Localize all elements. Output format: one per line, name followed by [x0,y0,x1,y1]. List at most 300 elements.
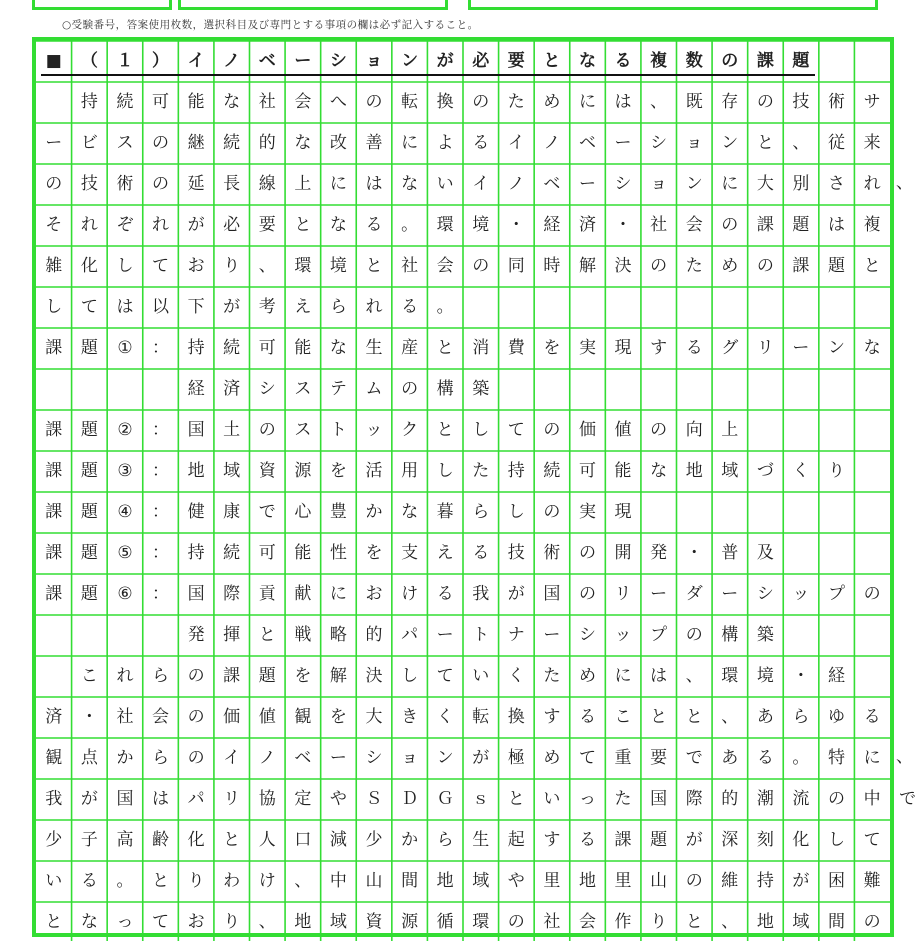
grid-cell: る [578,707,596,727]
grid-cell: 域 [329,912,347,932]
grid-cell: る [436,584,454,604]
grid-cell: 題 [80,502,98,522]
grid-cell: 済 [45,707,63,727]
grid-cell: 子 [80,830,98,850]
answer-row [36,820,890,861]
grid-cell: 土 [223,420,241,440]
grid-cell: の [578,584,596,604]
grid-cell: （ [80,51,98,71]
grid-cell: 境 [472,215,490,235]
grid-cell: ら [152,748,170,768]
answer-row [36,697,890,738]
grid-cell: ン [436,748,454,768]
grid-cell: 社 [650,215,668,235]
grid-cell: 作 [614,912,632,932]
answer-row [36,656,854,697]
grid-cell: で [685,748,703,768]
grid-cell: 消 [472,338,490,358]
grid-cell: 刻 [756,830,774,850]
grid-cell: 経 [543,215,561,235]
grid-cell: ム [365,379,383,399]
grid-cell: な [863,338,881,358]
grid-cell: 源 [401,912,419,932]
grid-cell: 、 [792,133,810,153]
grid-cell: 発 [650,543,668,563]
grid-cell: 存 [721,92,739,112]
grid-cell: と [294,215,312,235]
grid-cell: 域 [792,912,810,932]
grid-cell: 、 [721,707,739,727]
grid-cell: と [436,338,454,358]
grid-cell: は [828,215,845,235]
answer-row [36,410,748,451]
grid-cell: き [401,707,419,727]
grid-cell [36,82,72,123]
grid-cell: と [863,256,881,276]
grid-cell: 、 [258,256,276,276]
grid-cell: て [436,666,454,686]
grid-cell: 済 [223,379,241,399]
grid-cell: る [401,297,419,317]
answer-row [36,123,890,164]
grid-cell: 減 [329,830,347,850]
grid-cell: 。 [792,748,810,768]
grid-cell: 維 [721,871,739,891]
grid-cell: 課 [45,543,63,563]
answer-row [36,615,783,656]
grid-cell: え [294,297,312,317]
grid-cell: が [507,584,525,604]
grid-cell: ク [401,420,419,440]
grid-cell: ン [401,51,419,71]
grid-cell: 口 [294,830,312,850]
grid-cell: か [401,830,419,850]
grid-cell: 値 [258,707,276,727]
grid-cell: 康 [223,502,241,522]
grid-cell: 我 [45,789,63,809]
grid-cell: 能 [294,543,312,563]
grid-cell: て [507,420,525,440]
grid-cell: 課 [45,502,63,522]
grid-cell: 課 [45,584,63,604]
grid-cell: 戦 [294,625,312,645]
grid-cell: 及 [756,543,774,563]
grid-cell: す [543,707,561,727]
grid-cell: 題 [80,543,98,563]
grid-cell: 支 [401,543,419,563]
grid-cell: な [223,92,241,112]
grid-cell: ： [152,584,170,604]
grid-cell [36,656,72,697]
instruction-note: ○受験番号，答案使用枚数，選択科目及び専門とする事項の欄は必ず記入すること。 [62,19,479,31]
grid-cell: で [899,789,917,809]
grid-cell: ベ [294,748,312,768]
grid-cell: 地 [756,912,774,932]
grid-cell: 続 [223,338,241,358]
grid-cell: 協 [258,789,276,809]
grid-cell: 上 [294,174,312,194]
grid-cell: 中 [329,871,347,891]
grid-cell: シ [258,379,276,399]
grid-cell: ー [614,133,632,153]
grid-cell [72,615,108,656]
grid-cell: 構 [436,379,454,399]
grid-cell: 換 [436,92,454,112]
grid-cell: テ [329,379,347,399]
grid-cell: と [543,51,561,71]
grid-cell: め [721,256,739,276]
grid-cell: の [152,133,170,153]
grid-cell: 換 [507,707,525,727]
grid-cell: 社 [543,912,561,932]
grid-cell: こ [614,707,632,727]
grid-cell: 間 [828,912,845,932]
grid-cell: わ [223,871,241,891]
grid-cell: す [650,338,668,358]
grid-cell: ） [152,51,170,71]
grid-cell: の [187,748,205,768]
grid-cell: シ [329,51,347,71]
grid-cell: と [650,707,668,727]
grid-cell: ー [721,584,739,604]
grid-cell: 価 [223,707,241,727]
grid-cell: 決 [614,256,632,276]
grid-cell: り [650,912,668,932]
grid-cell: の [543,502,561,522]
grid-cell: が [436,51,454,71]
grid-cell: に [578,92,596,112]
grid-cell: ・ [80,707,98,727]
grid-cell: Ｇ [436,789,454,809]
grid-cell: ノ [543,133,561,153]
grid-cell: 貢 [258,584,276,604]
grid-cell: え [436,543,454,563]
grid-cell: 会 [294,92,312,112]
grid-cell: 人 [258,830,276,850]
grid-cell: や [329,789,347,809]
grid-cell: が [792,871,810,891]
grid-cell: 活 [365,461,383,481]
grid-cell: リ [756,338,774,358]
grid-cell: ④ [117,502,133,522]
grid-cell: の [507,912,525,932]
grid-cell: 複 [863,215,881,235]
grid-cell: く [436,707,454,727]
grid-cell: ノ [258,748,276,768]
grid-cell: 題 [792,51,810,71]
grid-cell: 間 [401,871,419,891]
grid-cell: 時 [543,256,561,276]
grid-cell: て [152,256,170,276]
grid-cell [72,369,108,410]
grid-cell: 流 [792,789,810,809]
grid-cell: に [401,133,419,153]
grid-cell: ⑤ [117,543,133,563]
grid-cell: 地 [685,461,703,481]
grid-cell: ッ [365,420,383,440]
grid-cell: シ [650,133,668,153]
grid-cell: ノ [223,51,241,71]
answer-row [36,902,890,943]
grid-cell: る [863,707,881,727]
grid-cell: ョ [650,174,668,194]
grid-cell: 長 [223,174,241,194]
grid-cell: イ [223,748,241,768]
grid-cell: と [365,256,383,276]
grid-cell: よ [436,133,454,153]
grid-cell: 里 [614,871,632,891]
grid-cell: め [543,748,561,768]
grid-cell: 大 [756,174,774,194]
grid-cell: 継 [187,133,205,153]
grid-cell: い [436,174,454,194]
grid-cell: 特 [828,748,845,768]
grid-cell: の [756,256,774,276]
grid-cell: 大 [365,707,383,727]
grid-cell: し [116,256,134,276]
grid-cell: 課 [45,420,63,440]
grid-cell: っ [116,912,134,932]
grid-cell: け [258,871,276,891]
grid-cell: 際 [223,584,241,604]
grid-cell: と [685,707,703,727]
grid-cell: て [578,748,596,768]
answer-row [36,205,890,246]
grid-cell: ッ [614,625,632,645]
grid-cell: ら [792,707,810,727]
grid-cell: あ [756,707,774,727]
grid-cell: 続 [543,461,561,481]
grid-cell: 以 [152,297,170,317]
grid-cell: 環 [436,215,454,235]
grid-cell: 複 [650,51,668,71]
grid-cell: ■ [45,51,62,71]
grid-cell: プ [828,584,845,604]
grid-cell: 決 [365,666,383,686]
grid-cell: 点 [80,748,98,768]
grid-cell: が [223,297,241,317]
grid-cell: 経 [828,666,845,686]
grid-cell: 起 [507,830,525,850]
grid-cell: 解 [329,666,347,686]
grid-cell [107,615,143,656]
grid-cell: の [258,420,276,440]
grid-cell: 境 [756,666,774,686]
grid-cell: １ [116,51,134,71]
grid-cell: な [294,133,312,153]
grid-cell: パ [401,625,419,645]
grid-cell: と [685,912,703,932]
grid-cell: 会 [152,707,170,727]
title-underline [41,74,815,76]
grid-cell: い [45,871,63,891]
grid-cell: リ [223,789,241,809]
grid-cell: 課 [45,338,63,358]
grid-cell: れ [80,215,98,235]
grid-cell: 、 [685,666,703,686]
grid-cell: て [863,830,881,850]
grid-cell: が [472,748,490,768]
top-field-box-middle [178,0,448,10]
grid-cell: 能 [294,338,312,358]
grid-cell: 雑 [45,256,63,276]
grid-cell: 際 [685,789,703,809]
grid-cell: ー [792,338,810,358]
answer-row [36,287,463,328]
grid-cell: ： [152,502,170,522]
grid-cell: し [45,297,63,317]
grid-cell: 重 [614,748,632,768]
grid-cell: ： [152,543,170,563]
grid-cell: た [543,666,561,686]
grid-cell: 続 [116,92,134,112]
grid-cell: し [828,830,845,850]
grid-cell: る [472,133,490,153]
grid-cell: 技 [792,92,810,112]
grid-cell: 性 [329,543,347,563]
grid-cell: 社 [401,256,419,276]
top-field-box-left [32,0,172,10]
grid-cell: の [721,215,739,235]
answer-row [36,164,890,205]
grid-cell: 技 [507,543,525,563]
grid-cell: 術 [828,92,845,112]
grid-cell: で [258,502,276,522]
grid-cell: は [650,666,668,686]
grid-cell: 善 [365,133,383,153]
grid-cell: 築 [756,625,774,645]
grid-cell: が [80,789,98,809]
grid-cell: 域 [721,461,739,481]
grid-cell: 実 [578,338,596,358]
grid-cell: ン [828,338,845,358]
grid-cell: し [436,461,454,481]
grid-cell: 。 [116,871,134,891]
grid-cell: 的 [365,625,383,645]
grid-cell: イ [187,51,205,71]
grid-cell: ー [436,625,454,645]
grid-cell: 、 [650,92,668,112]
grid-cell: 地 [294,912,312,932]
grid-cell: 地 [187,461,205,481]
grid-cell: な [329,338,347,358]
grid-cell: に [329,584,347,604]
grid-cell: プ [650,625,668,645]
grid-cell: 実 [578,502,596,522]
grid-cell: 構 [721,625,739,645]
grid-cell: る [472,543,490,563]
grid-cell: 的 [721,789,739,809]
grid-cell: ー [650,584,668,604]
grid-cell: 。 [401,215,419,235]
grid-cell: に [721,174,739,194]
answer-row [36,451,854,492]
grid-cell: 必 [223,215,241,235]
grid-cell: は [152,789,170,809]
grid-cell: ョ [401,748,419,768]
grid-cell [36,369,72,410]
grid-cell: な [650,461,668,481]
grid-cell: め [543,92,561,112]
grid-cell: に [329,174,347,194]
grid-cell: Ｄ [401,789,419,809]
grid-cell: 資 [365,912,383,932]
grid-cell: ョ [685,133,703,153]
grid-cell: い [472,666,490,686]
grid-cell: 健 [187,502,205,522]
grid-cell: な [401,502,419,522]
grid-cell: め [578,666,596,686]
grid-cell: ⑥ [117,584,133,604]
grid-cell: け [401,584,419,604]
grid-cell: ビ [80,133,98,153]
grid-cell: 国 [187,584,205,604]
grid-cell: 循 [436,912,454,932]
grid-cell: 山 [650,871,668,891]
grid-cell: る [756,748,774,768]
grid-cell: 困 [828,871,845,891]
grid-cell: れ [116,666,134,686]
grid-cell: 国 [543,584,561,604]
grid-cell: 題 [650,830,668,850]
grid-cell: 社 [258,92,276,112]
grid-cell: 考 [258,297,276,317]
grid-cell: 環 [721,666,739,686]
grid-cell: ー [294,51,312,71]
grid-cell: 我 [472,584,490,604]
grid-cell: 源 [294,461,312,481]
answer-row [36,861,890,902]
grid-cell: ら [329,297,347,317]
grid-cell: 地 [578,871,596,891]
grid-cell: 題 [80,584,98,604]
grid-cell: な [329,215,347,235]
grid-cell: が [685,830,703,850]
grid-cell: ： [152,338,170,358]
grid-cell: 持 [756,871,774,891]
grid-cell: 化 [80,256,98,276]
grid-cell: 持 [80,92,98,112]
grid-cell: が [187,215,205,235]
grid-cell: や [507,871,525,891]
answer-row [36,82,890,123]
grid-cell: ぞ [116,215,134,235]
grid-cell: 中 [863,789,881,809]
grid-cell: 課 [756,215,774,235]
grid-cell: 潮 [756,789,774,809]
grid-cell: 社 [116,707,134,727]
grid-cell: 献 [294,584,312,604]
grid-cell: 可 [578,461,596,481]
grid-cell: グ [721,338,739,358]
grid-cell: シ [756,584,774,604]
grid-cell: ： [152,461,170,481]
grid-cell: い [543,789,561,809]
grid-cell: ダ [685,584,703,604]
grid-cell: 課 [614,830,632,850]
grid-cell: と [756,133,774,153]
answer-row [36,246,890,287]
grid-cell: こ [80,666,98,686]
grid-cell: 地 [436,871,454,891]
grid-cell: の [187,707,205,727]
grid-cell: 会 [436,256,454,276]
grid-cell: の [45,174,63,194]
grid-cell: の [365,92,383,112]
grid-cell: ・ [614,215,632,235]
grid-cell: 転 [401,92,419,112]
grid-cell: ス [294,420,312,440]
